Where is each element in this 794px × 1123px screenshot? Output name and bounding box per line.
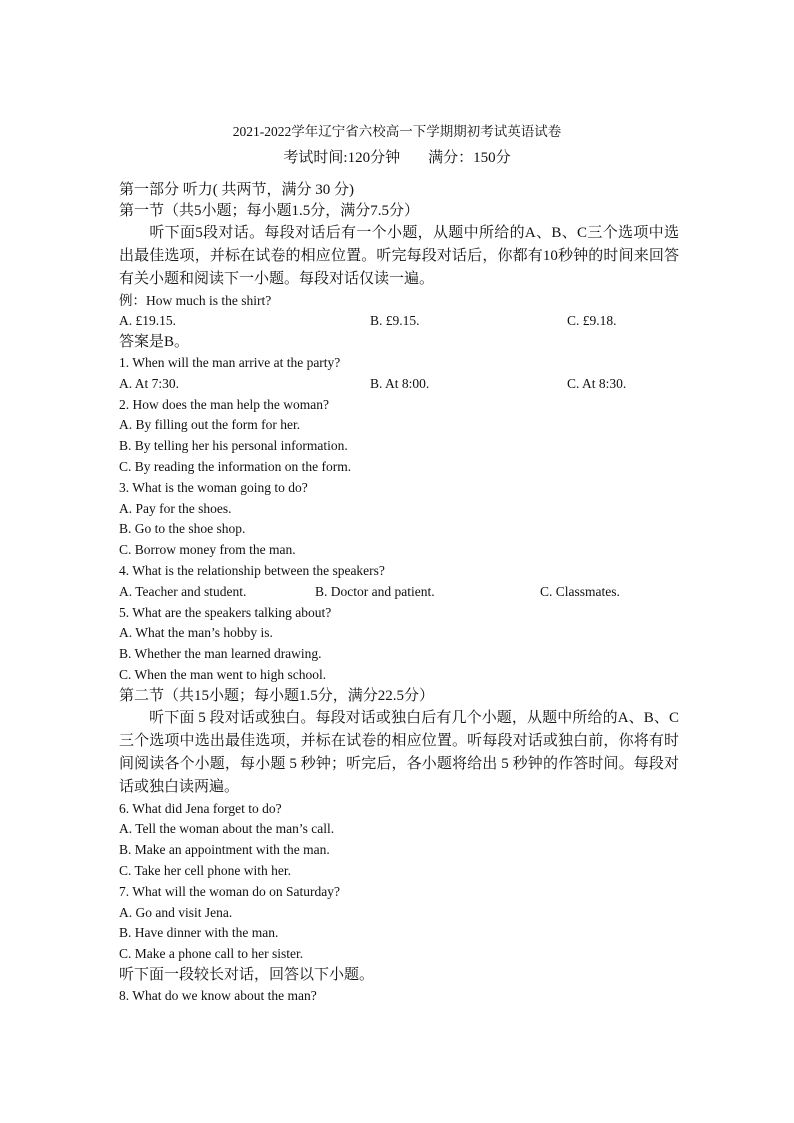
- question-4-options: [119, 582, 679, 603]
- option-b: B. Have dinner with the man.: [119, 925, 279, 941]
- option-a: A. What the man’s hobby is.: [119, 625, 273, 641]
- question-1-options: [119, 374, 679, 395]
- option-c: C. Take her cell phone with her.: [119, 862, 292, 878]
- exam-title: 2021-2022学年辽宁省六校高一下学期期初考试英语试卷: [232, 124, 562, 139]
- option-a: A. By filling out the form for her.: [119, 417, 301, 433]
- option-c: C. At 8:30.: [567, 375, 627, 391]
- option-a: A. £19.15.: [119, 313, 176, 329]
- long-dialog-note: 听下面一段较长对话，回答以下小题。: [119, 966, 375, 983]
- exam-meta: [0, 146, 794, 167]
- section-instructions: 听下面5段对话。每段对话后有一个小题，从题中所给的A、B、C三个选项中选出最佳选项，并标在试卷的相应位置。听完每段对话后，你都有10秒钟的时间来回答有关小题和阅读下一小题。每段对话仅读一遍。: [119, 224, 679, 287]
- part-heading: 第一部分 听力( 共两节，满分 30 分): [119, 182, 354, 198]
- option-b: B. At 8:00.: [370, 375, 430, 391]
- question-1: 1. When will the man arrive at the party?: [119, 354, 341, 370]
- option-b: B. Make an appointment with the man.: [119, 842, 330, 858]
- question-8: 8. What do we know about the man?: [119, 987, 317, 1003]
- option-b: B. By telling her his personal information.: [119, 438, 348, 454]
- option-c: C. When the man went to high school.: [119, 666, 327, 682]
- question-4: 4. What is the relationship between the speakers?: [119, 562, 385, 578]
- question-5: 5. What are the speakers talking about?: [119, 604, 332, 620]
- exam-content: [119, 180, 679, 1007]
- section-heading: 第一节（共5小题；每小题1.5分，满分7.5分）: [119, 202, 420, 219]
- example-answer: 答案是B。: [119, 334, 190, 351]
- option-c: C. Make a phone call to her sister.: [119, 946, 304, 962]
- option-c: C. Borrow money from the man.: [119, 542, 296, 558]
- example-options: [119, 311, 679, 332]
- option-a: A. Teacher and student.: [119, 583, 247, 599]
- option-b: B. Whether the man learned drawing.: [119, 646, 322, 662]
- question-3: 3. What is the woman going to do?: [119, 479, 308, 495]
- option-a: A. Tell the woman about the man’s call.: [119, 821, 335, 837]
- section-instructions: 听下面 5 段对话或独白。每段对话或独白后有几个小题，从题中所给的A、B、C三个选项中选出最佳选项，并标在试卷的相应位置。听每段对话或独白前，你将有时间阅读各个小题，每小题 5 秒钟；听完后，各小题将给出 5 秒钟的作答时间。每段对话或独白读两遍。: [119, 709, 679, 795]
- option-b: B. £9.15.: [370, 313, 420, 329]
- exam-time: 考试时间:120分钟: [283, 150, 401, 166]
- option-c: C. £9.18.: [567, 313, 617, 329]
- question-6: 6. What did Jena forget to do?: [119, 800, 282, 816]
- option-c: C. By reading the information on the form.: [119, 458, 352, 474]
- option-b: B. Go to the shoe shop.: [119, 521, 246, 537]
- question-7: 7. What will the woman do on Saturday?: [119, 883, 340, 899]
- question-2: 2. How does the man help the woman?: [119, 396, 329, 412]
- option-a: A. Go and visit Jena.: [119, 904, 233, 920]
- example-question: 例：How much is the shirt?: [119, 292, 272, 308]
- option-a: A. At 7:30.: [119, 375, 180, 391]
- option-c: C. Classmates.: [540, 583, 620, 599]
- option-a: A. Pay for the shoes.: [119, 500, 232, 516]
- section-heading: 第二节（共15小题；每小题1.5分，满分22.5分）: [119, 687, 435, 704]
- exam-score: 满分：150分: [428, 150, 511, 166]
- option-b: B. Doctor and patient.: [315, 583, 435, 599]
